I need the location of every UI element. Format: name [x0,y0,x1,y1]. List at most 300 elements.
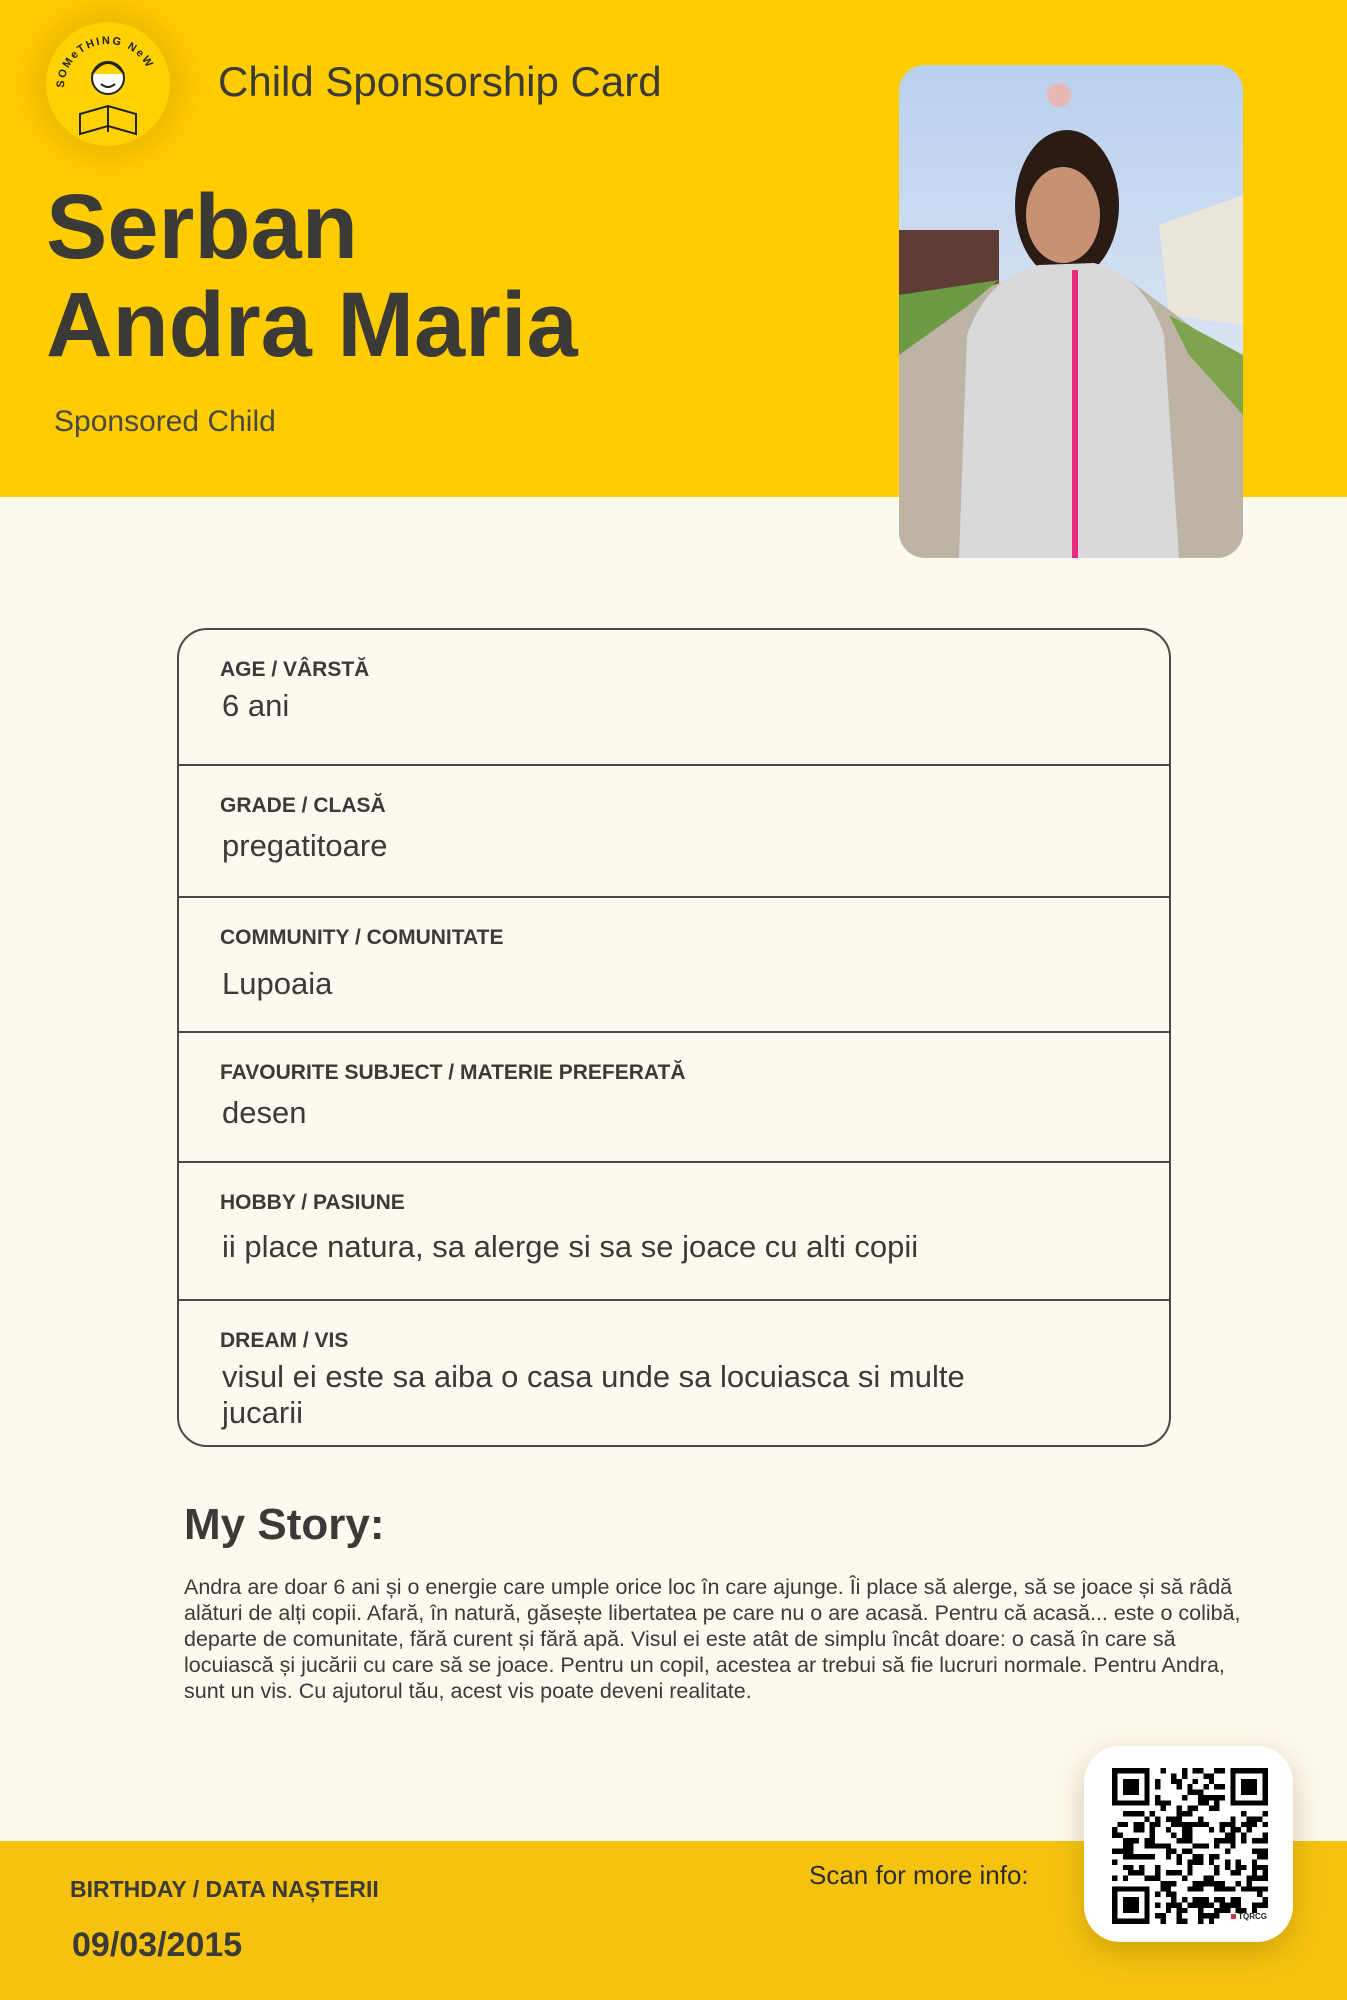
qr-module [1230,1897,1235,1902]
qr-module [1155,1870,1160,1875]
qr-module [1160,1881,1165,1886]
qr-module [1134,1908,1139,1913]
qr-module [1209,1913,1214,1918]
qr-module [1144,1892,1149,1897]
qr-module [1187,1870,1192,1875]
qr-module [1128,1849,1133,1854]
qr-module [1193,1779,1198,1784]
qr-module [1214,1886,1219,1891]
qr-module [1214,1897,1219,1902]
qr-module [1160,1919,1165,1924]
qr-module [1112,1876,1117,1881]
qr-module [1134,1811,1139,1816]
qr-module [1263,1800,1268,1805]
qr-module [1193,1822,1198,1827]
qr-module [1134,1897,1139,1902]
qr-module [1150,1854,1155,1859]
qr-module [1128,1870,1133,1875]
qr-module [1198,1795,1203,1800]
qr-code[interactable] [1112,1768,1268,1924]
qr-module [1220,1784,1225,1789]
qr-module [1144,1913,1149,1918]
detail-row-age [179,630,1169,766]
detail-row-community [179,898,1169,1033]
qr-module [1144,1838,1149,1843]
qr-module [1123,1838,1128,1843]
qr-module [1198,1843,1203,1848]
qr-module [1123,1865,1128,1870]
qr-module [1198,1886,1203,1891]
qr-module [1134,1838,1139,1843]
qr-module [1225,1822,1230,1827]
qr-module [1177,1779,1182,1784]
qr-module [1177,1902,1182,1907]
qr-module [1139,1886,1144,1891]
qr-module [1263,1779,1268,1784]
qr-module [1123,1822,1128,1827]
qr-module [1171,1773,1176,1778]
qr-module [1112,1768,1117,1773]
qr-module [1177,1822,1182,1827]
qr-module [1252,1816,1257,1821]
qr-module [1187,1849,1192,1854]
qr-module [1166,1886,1171,1891]
qr-module [1128,1902,1133,1907]
qr-module [1139,1870,1144,1875]
qr-module [1236,1902,1241,1907]
qr-module [1187,1827,1192,1832]
qr-module [1263,1773,1268,1778]
qr-module [1155,1800,1160,1805]
qr-module [1177,1811,1182,1816]
qr-module [1155,1795,1160,1800]
qr-module [1144,1784,1149,1789]
qr-module [1198,1854,1203,1859]
qr-module [1160,1800,1165,1805]
qr-module [1123,1897,1128,1902]
qr-module [1220,1908,1225,1913]
qr-module [1187,1859,1192,1864]
qr-module [1150,1833,1155,1838]
qr-module [1263,1897,1268,1902]
qr-module [1225,1886,1230,1891]
qr-module [1246,1800,1251,1805]
qr-module [1214,1768,1219,1773]
qr-module [1198,1800,1203,1805]
qr-module [1155,1816,1160,1821]
qr-module [1246,1886,1251,1891]
qr-module [1182,1811,1187,1816]
qr-module [1112,1833,1117,1838]
detail-value: Lupoaia [222,966,333,1001]
detail-value: 6 ani [222,688,290,723]
qr-module [1134,1886,1139,1891]
qr-module [1166,1827,1171,1832]
qr-module [1252,1876,1257,1881]
qr-module [1198,1816,1203,1821]
qr-module [1225,1865,1230,1870]
detail-label: FAVOURITE SUBJECT / MATERIE PREFERATĂ [220,1061,686,1084]
qr-module [1112,1779,1117,1784]
qr-module [1252,1779,1257,1784]
qr-module [1220,1902,1225,1907]
qr-module [1225,1849,1230,1854]
qr-module [1171,1849,1176,1854]
qr-module [1236,1859,1241,1864]
qr-module [1209,1806,1214,1811]
story-title: My Story: [184,1500,385,1549]
birthday-value: 09/03/2015 [72,1926,243,1964]
qr-module [1155,1902,1160,1907]
qr-module [1241,1779,1246,1784]
qr-module [1112,1913,1117,1918]
qr-module [1203,1897,1208,1902]
qr-module [1187,1833,1192,1838]
qr-module [1252,1859,1257,1864]
qr-module [1252,1849,1257,1854]
qr-module [1230,1795,1235,1800]
qr-module [1241,1865,1246,1870]
qr-module [1177,1784,1182,1789]
qr-module [1193,1806,1198,1811]
qr-module [1117,1833,1122,1838]
detail-row-grade [179,766,1169,898]
qr-module [1123,1854,1128,1859]
qr-module [1214,1806,1219,1811]
qr-module [1139,1854,1144,1859]
qr-module [1177,1816,1182,1821]
qr-module [1220,1838,1225,1843]
qr-module [1123,1849,1128,1854]
qr-module [1263,1833,1268,1838]
qr-module [1139,1822,1144,1827]
qr-module [1214,1870,1219,1875]
qr-module [1177,1854,1182,1859]
qr-module [1230,1902,1235,1907]
qr-module [1198,1822,1203,1827]
qr-module [1230,1779,1235,1784]
qr-module [1166,1881,1171,1886]
child-details-table [177,628,1171,1447]
qr-module [1166,1843,1171,1848]
qr-module [1187,1822,1192,1827]
qr-module [1134,1822,1139,1827]
qr-module [1182,1897,1187,1902]
qr-module [1177,1919,1182,1924]
qr-module [1257,1865,1262,1870]
qr-module [1209,1779,1214,1784]
qr-module [1246,1768,1251,1773]
qr-module [1252,1768,1257,1773]
qr-module [1230,1768,1235,1773]
qr-module [1236,1827,1241,1832]
qr-module [1166,1908,1171,1913]
qr-module [1171,1892,1176,1897]
qr-module [1139,1800,1144,1805]
qr-module [1198,1768,1203,1773]
qr-module [1230,1773,1235,1778]
qr-module [1220,1881,1225,1886]
qr-module [1123,1784,1128,1789]
qr-module [1257,1816,1262,1821]
detail-label: DREAM / VIS [220,1329,349,1352]
qr-module [1203,1795,1208,1800]
qr-module [1182,1838,1187,1843]
qr-module [1214,1838,1219,1843]
qr-module [1117,1768,1122,1773]
qr-module [1144,1902,1149,1907]
qr-module [1166,1854,1171,1859]
qr-module [1123,1811,1128,1816]
qr-module [1155,1843,1160,1848]
qr-module [1193,1859,1198,1864]
qr-module [1128,1908,1133,1913]
qr-module [1209,1795,1214,1800]
qr-module [1263,1870,1268,1875]
qr-module [1182,1822,1187,1827]
qr-module [1241,1811,1246,1816]
qr-module [1166,1870,1171,1875]
qr-module [1171,1902,1176,1907]
qr-module [1112,1897,1117,1902]
qr-module [1166,1849,1171,1854]
qr-module [1263,1876,1268,1881]
qr-module [1182,1827,1187,1832]
qr-module [1144,1768,1149,1773]
qr-module [1112,1827,1117,1832]
qr-module [1182,1908,1187,1913]
qr-module [1230,1822,1235,1827]
qr-code-card[interactable] [1084,1746,1293,1942]
qr-module [1123,1800,1128,1805]
qr-module [1203,1800,1208,1805]
qr-module [1139,1865,1144,1870]
qr-module [1139,1768,1144,1773]
qr-module [1252,1870,1257,1875]
card-subtitle: Sponsored Child [54,405,276,438]
qr-module [1230,1843,1235,1848]
qr-module [1209,1773,1214,1778]
logo-text: SOMeTHING NeW [54,34,156,89]
qr-module [1144,1908,1149,1913]
qr-module [1193,1881,1198,1886]
qr-module [1203,1913,1208,1918]
qr-module [1171,1897,1176,1902]
child-name [46,178,578,374]
qr-module [1123,1790,1128,1795]
qr-module [1128,1768,1133,1773]
qr-module [1166,1902,1171,1907]
qr-module [1187,1811,1192,1816]
qr-module [1144,1795,1149,1800]
detail-value: pregatitoare [222,828,388,863]
qr-module [1214,1908,1219,1913]
detail-label: HOBBY / PASIUNE [220,1191,405,1214]
qr-module [1144,1919,1149,1924]
qr-module [1214,1795,1219,1800]
detail-value: desen [222,1095,307,1130]
qr-module [1220,1897,1225,1902]
qr-module [1236,1897,1241,1902]
qr-module [1252,1790,1257,1795]
qr-module [1203,1822,1208,1827]
qr-module [1155,1822,1160,1827]
qr-module [1203,1843,1208,1848]
qr-module [1112,1919,1117,1924]
qr-module [1182,1795,1187,1800]
qr-module [1198,1897,1203,1902]
qr-module [1150,1827,1155,1832]
qr-module [1150,1838,1155,1843]
qr-module [1160,1886,1165,1891]
qr-module [1246,1784,1251,1789]
qr-module [1144,1897,1149,1902]
qr-module [1230,1800,1235,1805]
qr-module [1150,1822,1155,1827]
qr-module [1246,1827,1251,1832]
qr-module [1177,1908,1182,1913]
qr-module [1257,1838,1262,1843]
qr-module [1203,1784,1208,1789]
qr-module [1252,1902,1257,1907]
qr-module [1263,1886,1268,1891]
qr-module [1187,1806,1192,1811]
qr-module [1241,1800,1246,1805]
qr-module [1230,1870,1235,1875]
qr-module [1241,1838,1246,1843]
qr-module [1117,1822,1122,1827]
qr-module [1128,1790,1133,1795]
qr-module [1160,1913,1165,1918]
qr-module [1257,1800,1262,1805]
qr-module [1236,1768,1241,1773]
qr-module [1246,1816,1251,1821]
qr-module [1257,1854,1262,1859]
qr-module [1144,1800,1149,1805]
qr-module [1128,1854,1133,1859]
qr-module [1263,1822,1268,1827]
qr-module [1112,1849,1117,1854]
qr-module [1198,1902,1203,1907]
qr-module [1203,1773,1208,1778]
qr-module [1144,1843,1149,1848]
qr-module [1246,1881,1251,1886]
qr-module [1241,1790,1246,1795]
qr-module [1182,1849,1187,1854]
qr-module [1203,1902,1208,1907]
qr-module [1112,1859,1117,1864]
qr-module [1263,1784,1268,1789]
qr-module [1214,1865,1219,1870]
qr-module [1177,1806,1182,1811]
qr-module [1209,1881,1214,1886]
qr-module [1112,1784,1117,1789]
qr-module [1171,1779,1176,1784]
qr-module [1128,1886,1133,1891]
qr-module [1150,1811,1155,1816]
qr-module [1246,1822,1251,1827]
qr-module [1112,1902,1117,1907]
qr-module [1117,1849,1122,1854]
qr-module [1263,1865,1268,1870]
qr-module [1112,1790,1117,1795]
qr-module [1225,1859,1230,1864]
qr-module [1225,1908,1230,1913]
child-photo [899,65,1243,558]
qr-module [1209,1854,1214,1859]
qr-module [1144,1876,1149,1881]
qr-module [1193,1897,1198,1902]
qr-module [1225,1833,1230,1838]
qr-module [1182,1773,1187,1778]
qr-module [1171,1833,1176,1838]
qr-module [1241,1822,1246,1827]
qr-module [1134,1854,1139,1859]
qr-module [1112,1908,1117,1913]
qr-module [1257,1892,1262,1897]
qr-module [1139,1827,1144,1832]
qr-module [1214,1800,1219,1805]
qr-module [1209,1827,1214,1832]
qr-module [1139,1919,1144,1924]
qr-module [1171,1870,1176,1875]
qr-module [1134,1827,1139,1832]
card-title: Child Sponsorship Card [218,58,662,105]
qr-module [1166,1800,1171,1805]
qr-module [1203,1876,1208,1881]
qr-module [1177,1870,1182,1875]
qr-module [1139,1811,1144,1816]
qr-module [1150,1843,1155,1848]
qr-module [1220,1795,1225,1800]
qr-module [1263,1854,1268,1859]
qr-module [1193,1886,1198,1891]
qr-module [1220,1768,1225,1773]
qr-module [1203,1881,1208,1886]
qr-module [1214,1854,1219,1859]
qr-module [1182,1768,1187,1773]
qr-module [1155,1913,1160,1918]
qr-module [1252,1822,1257,1827]
qr-module [1252,1838,1257,1843]
qr-module [1144,1790,1149,1795]
qr-module [1193,1790,1198,1795]
qr-module [1263,1849,1268,1854]
qr-module [1112,1800,1117,1805]
qr-module [1144,1854,1149,1859]
qr-module [1155,1784,1160,1789]
qr-module [1236,1800,1241,1805]
qr-module [1193,1843,1198,1848]
qr-module [1144,1816,1149,1821]
organization-logo [46,22,170,146]
qr-module [1182,1876,1187,1881]
scan-label: Scan for more info: [809,1860,1029,1890]
qr-module [1263,1795,1268,1800]
qr-module [1117,1919,1122,1924]
qr-module [1123,1908,1128,1913]
qr-module [1187,1865,1192,1870]
qr-module [1160,1843,1165,1848]
qr-module [1193,1854,1198,1859]
qr-module [1209,1859,1214,1864]
qr-module [1257,1886,1262,1891]
qr-module [1257,1849,1262,1854]
qr-module [1134,1902,1139,1907]
qr-module [1241,1784,1246,1789]
qr-module [1123,1886,1128,1891]
qr-module [1230,1838,1235,1843]
